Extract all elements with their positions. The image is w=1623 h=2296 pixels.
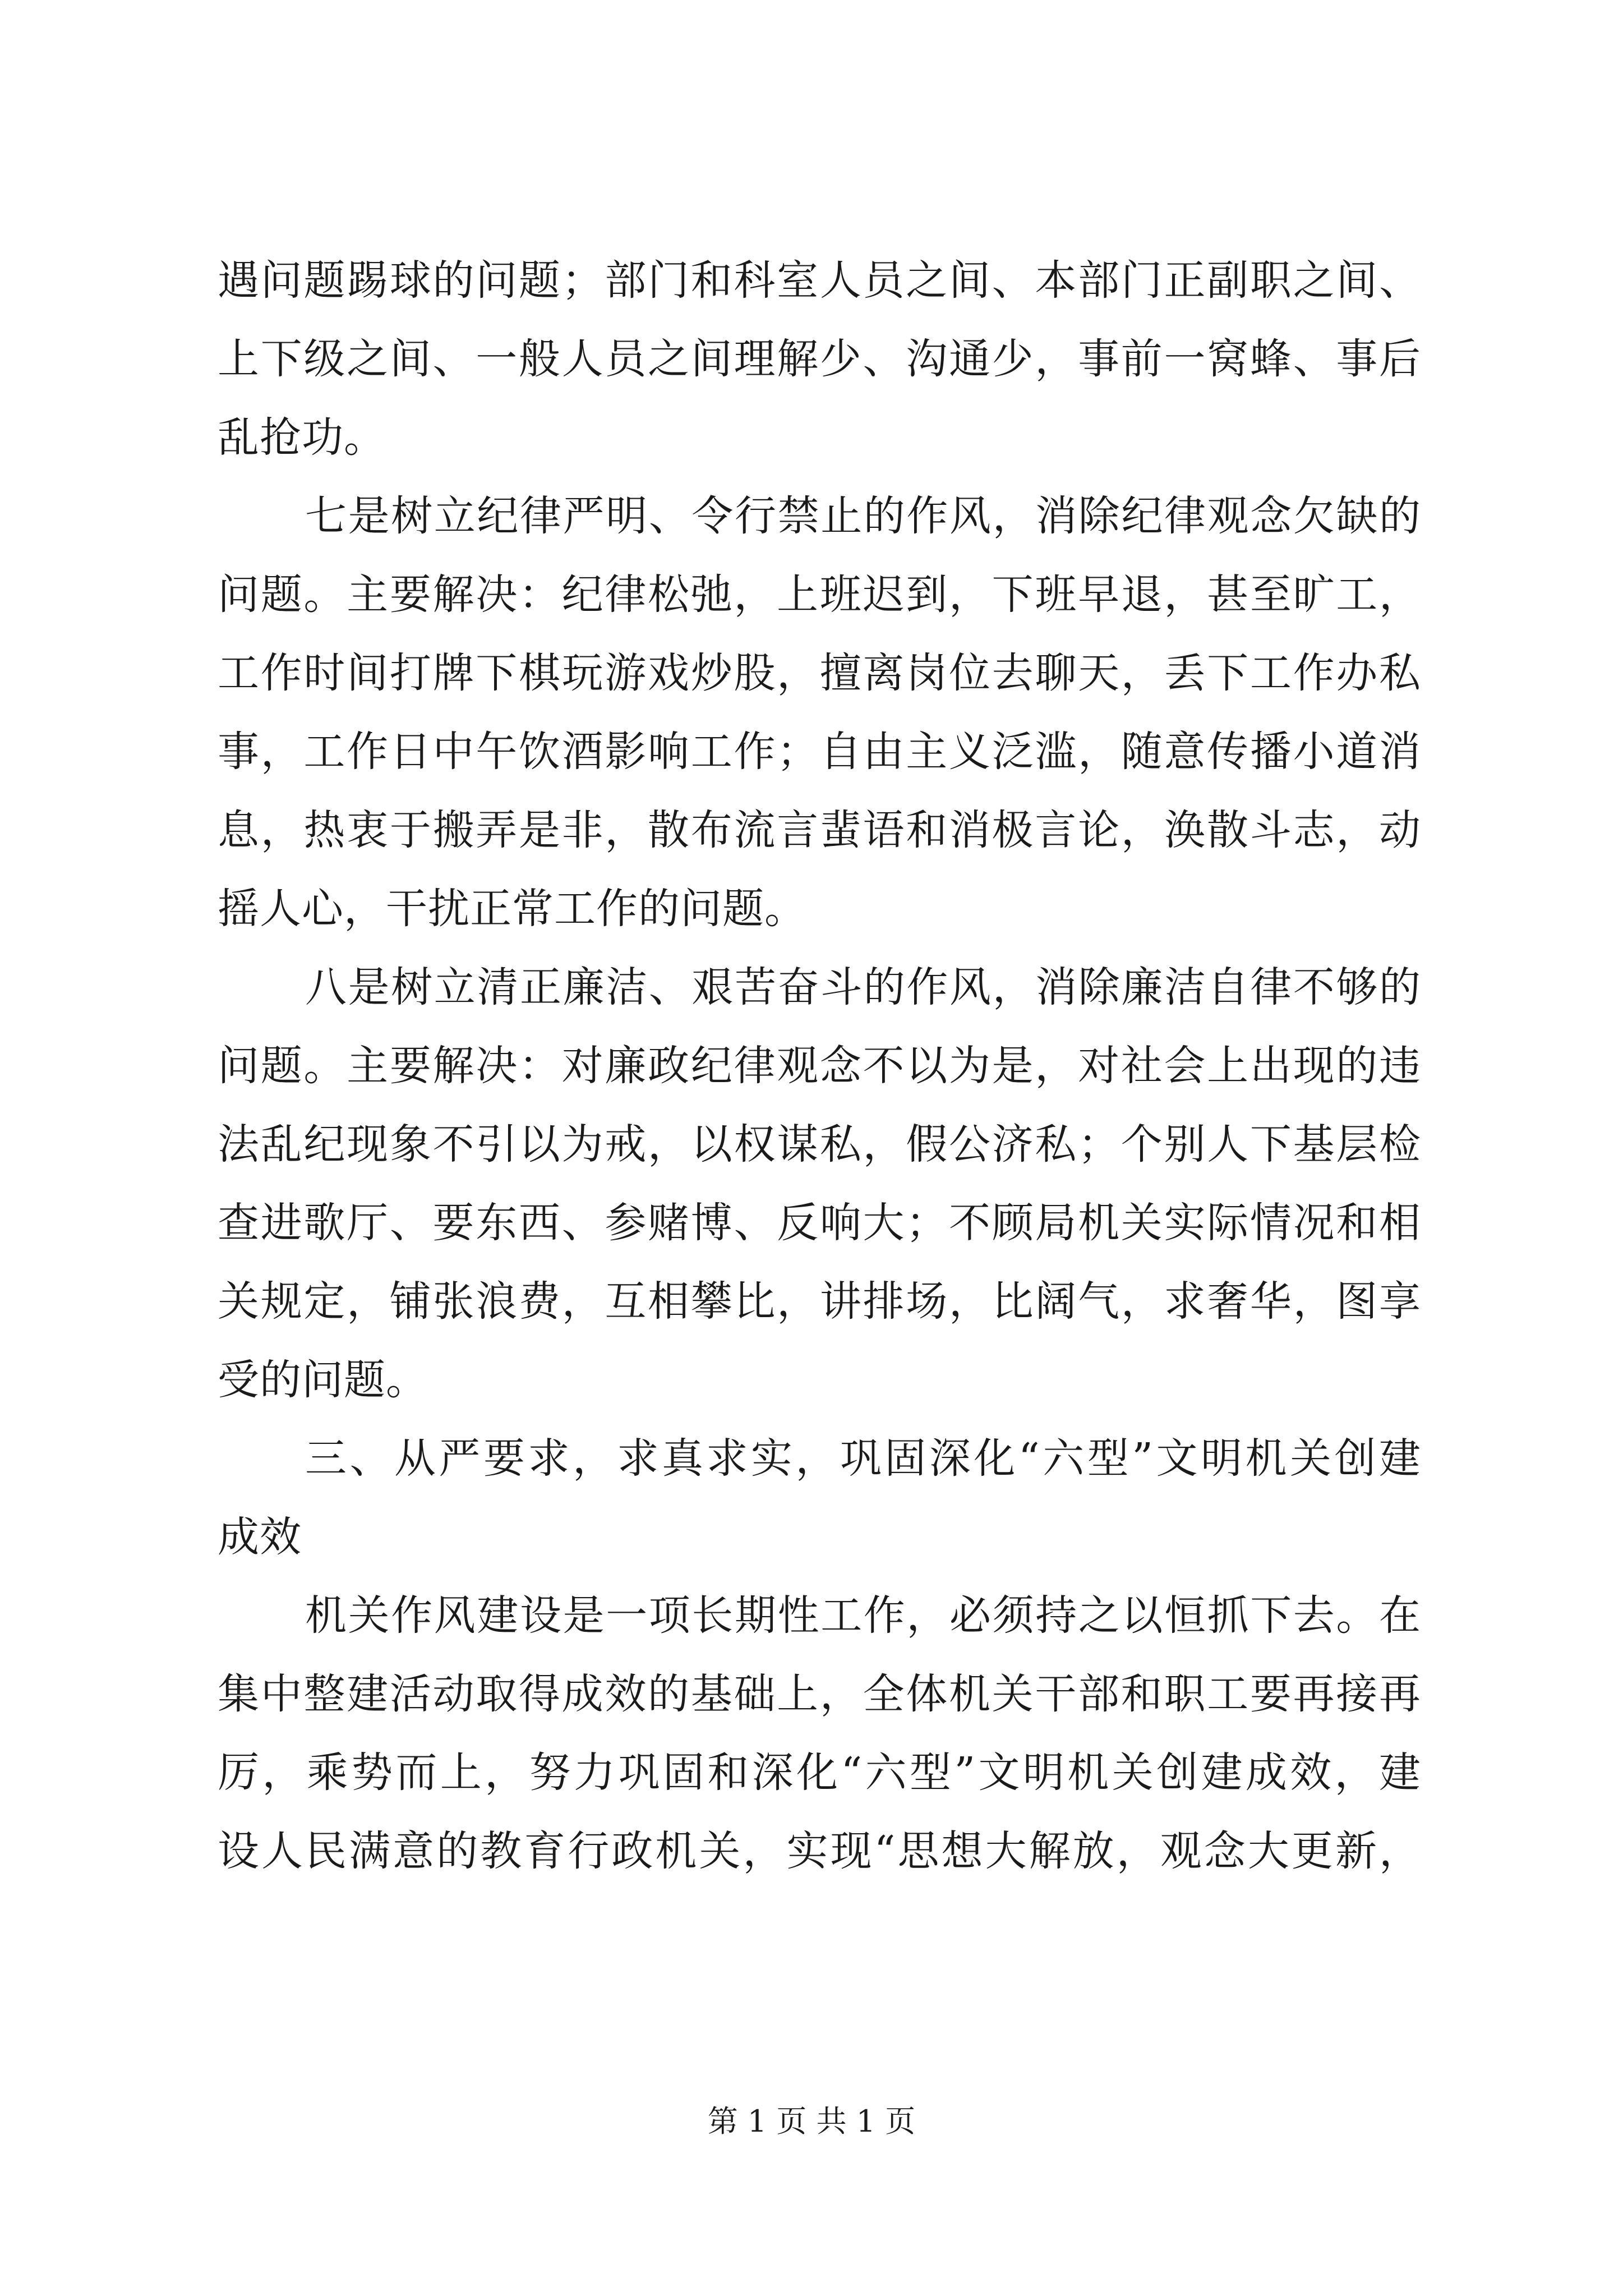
text-line: 设人民满意的教育行政机关，实现“思想大解放，观念大更新，	[218, 1827, 1421, 1875]
text-line: 问题。主要解决：纪律松弛，上班迟到，下班早退，甚至旷工，	[218, 570, 1421, 619]
section-three-heading-end: 成效	[218, 1513, 302, 1561]
text-line: 上下级之间、一般人员之间理解少、沟通少，事前一窝蜂、事后	[218, 335, 1421, 383]
text-line: 息，热衷于搬弄是非，散布流言蜚语和消极言论，涣散斗志，动	[218, 806, 1421, 854]
text-line: 工作时间打牌下棋玩游戏炒股，擅离岗位去聊天，丢下工作办私	[218, 649, 1421, 697]
paragraph-seven-start: 七是树立纪律严明、令行禁止的作风，消除纪律观念欠缺的	[305, 492, 1421, 540]
text-line: 查进歌厅、要东西、参赌博、反响大；不顾局机关实际情况和相	[218, 1199, 1421, 1247]
section-three-heading: 三、从严要求，求真求实，巩固深化“六型”文明机关创建	[305, 1434, 1421, 1483]
text-line: 事，工作日中午饮酒影响工作；自由主义泛滥，随意传播小道消	[218, 728, 1421, 776]
page-footer: 第 1 页 共 1 页	[707, 2104, 916, 2139]
text-line: 关规定，铺张浪费，互相攀比，讲排场，比阔气，求奢华，图享	[218, 1277, 1421, 1326]
text-line: 集中整建活动取得成效的基础上，全体机关干部和职工要再接再	[218, 1670, 1421, 1718]
document-body	[218, 241, 1421, 1890]
text-line: 乱抢功。	[218, 413, 386, 462]
text-line: 摇人心，干扰正常工作的问题。	[218, 885, 806, 933]
text-line: 遇问题踢球的问题；部门和科室人员之间、本部门正副职之间、	[218, 256, 1421, 305]
text-line: 受的问题。	[218, 1356, 428, 1404]
paragraph-final-start: 机关作风建设是一项长期性工作，必须持之以恒抓下去。在	[305, 1591, 1421, 1640]
paragraph-eight-start: 八是树立清正廉洁、艰苦奋斗的作风，消除廉洁自律不够的	[305, 963, 1421, 1011]
text-line: 法乱纪现象不引以为戒，以权谋私，假公济私；个别人下基层检	[218, 1120, 1421, 1168]
text-line: 厉，乘势而上，努力巩固和深化“六型”文明机关创建成效，建	[218, 1749, 1421, 1797]
text-line: 问题。主要解决：对廉政纪律观念不以为是，对社会上出现的违	[218, 1042, 1421, 1090]
